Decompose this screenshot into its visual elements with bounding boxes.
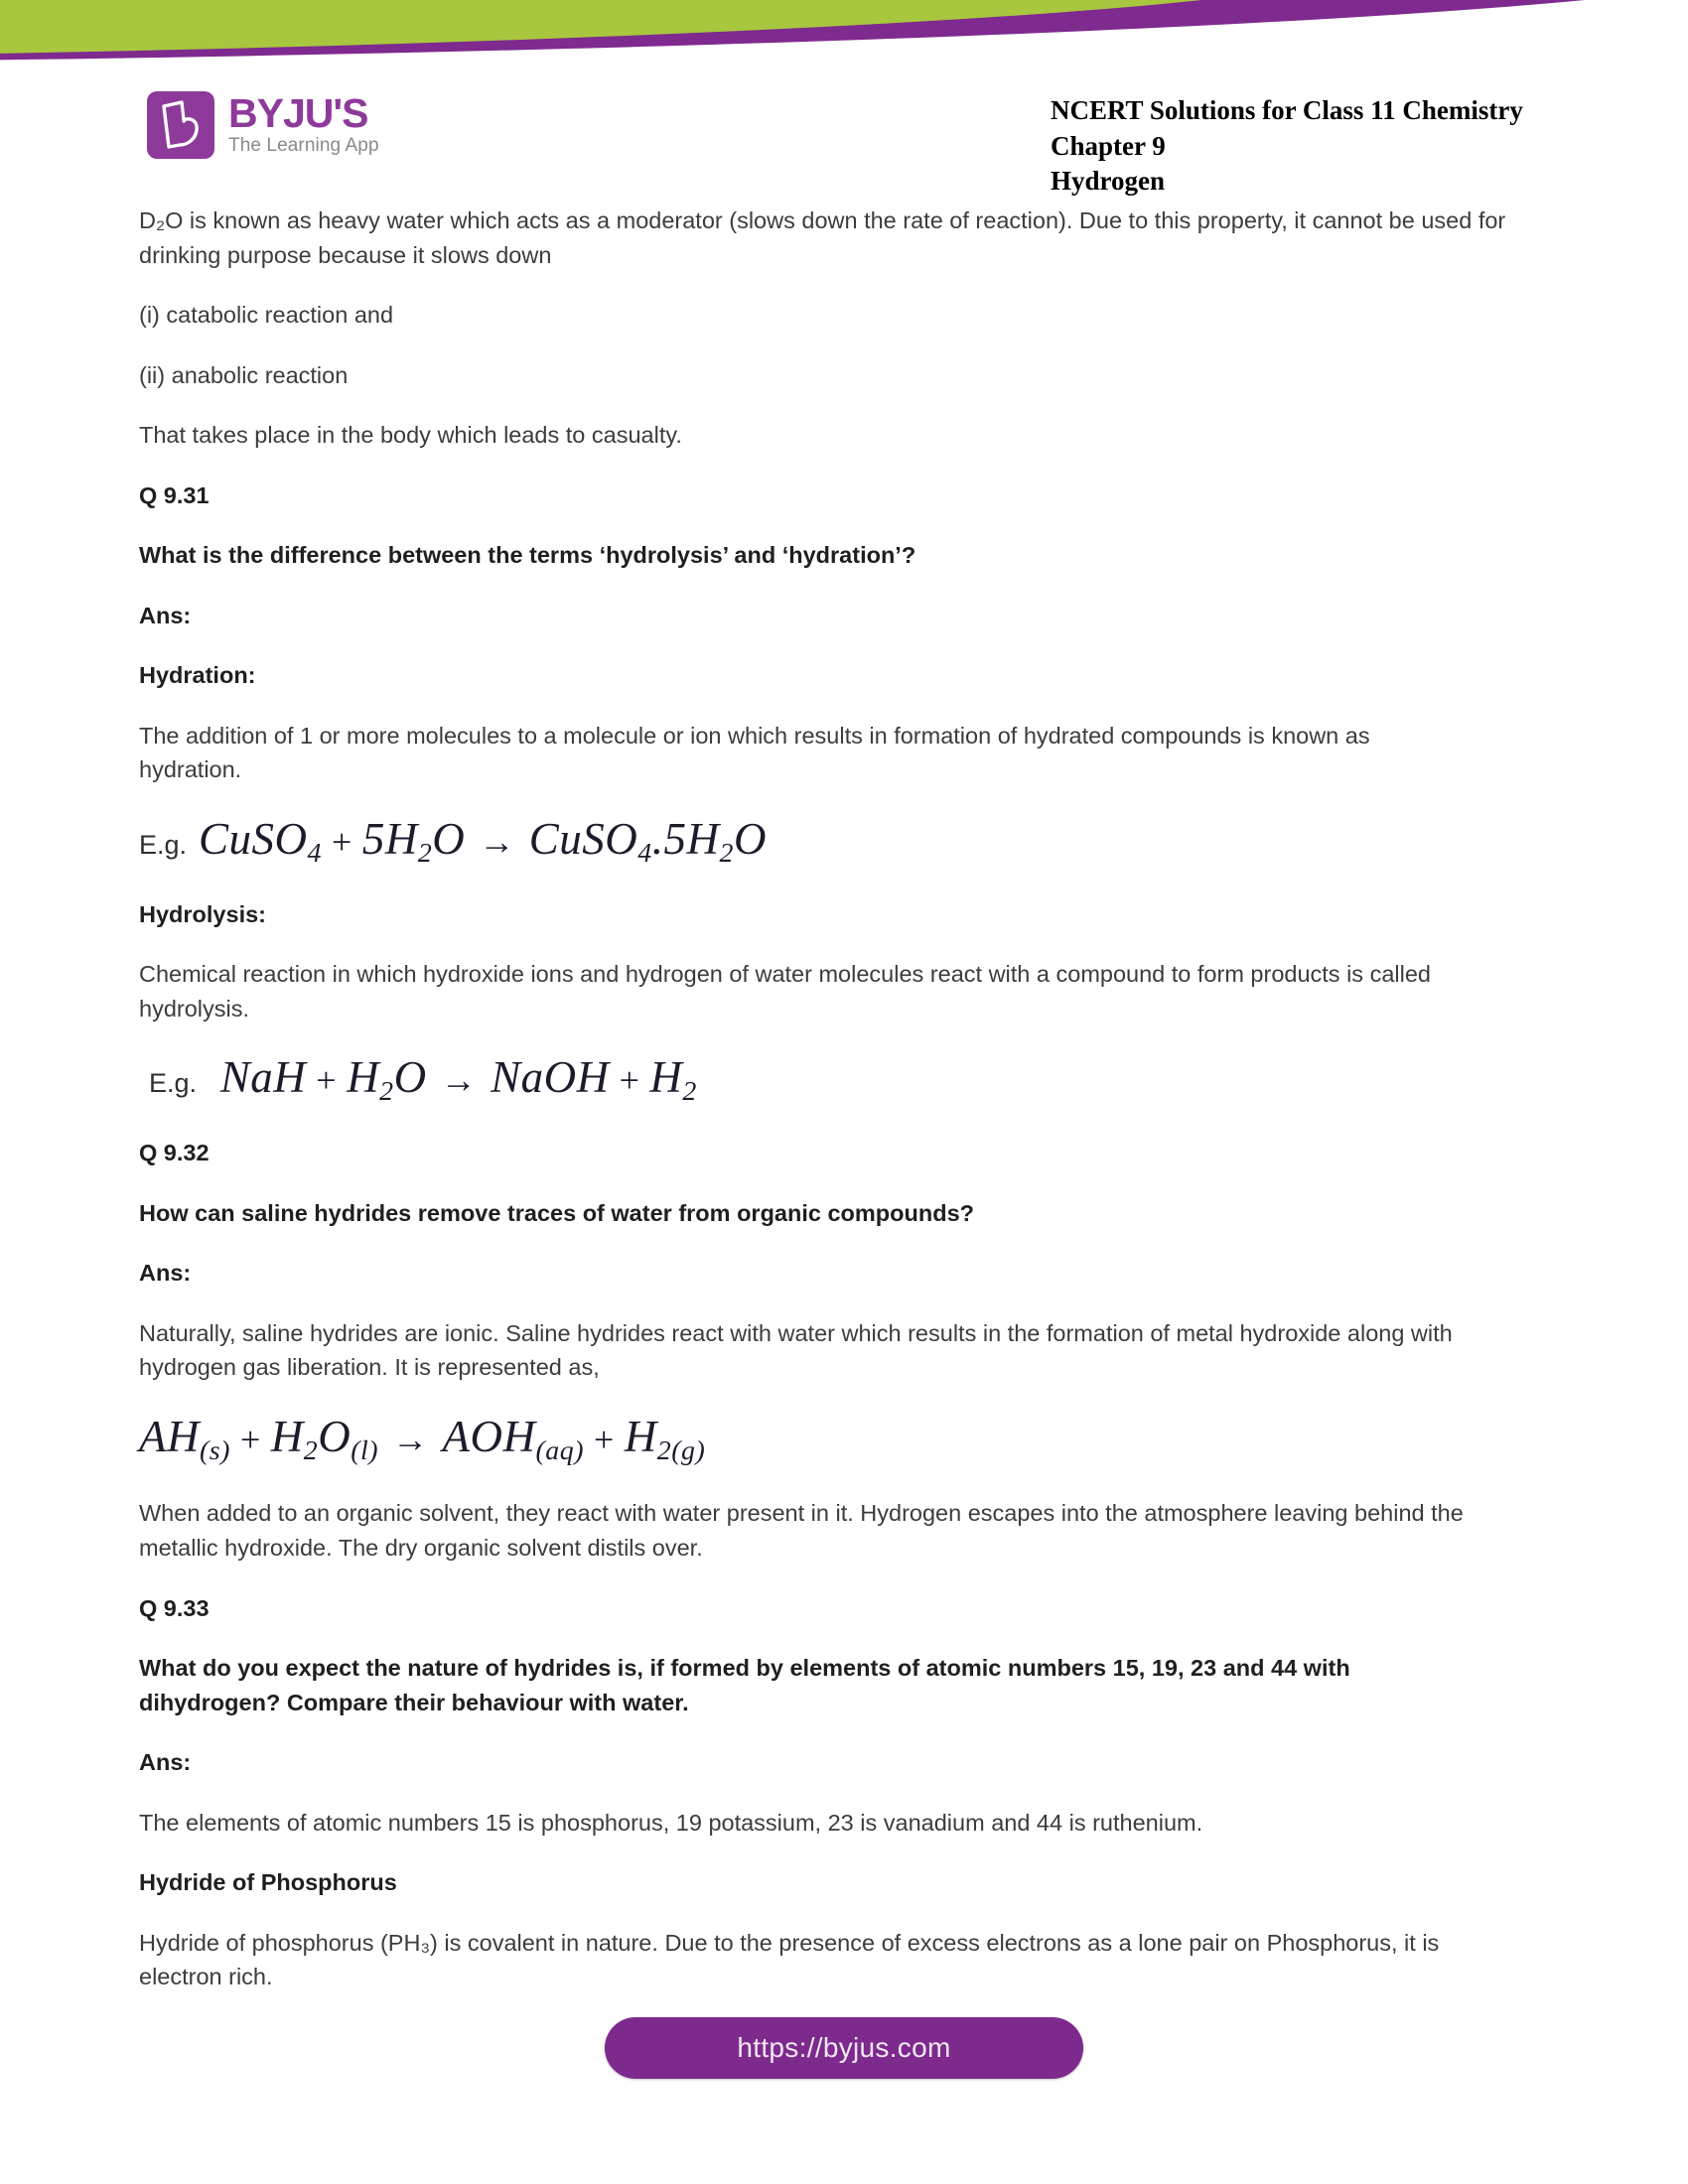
logo-tagline: The Learning App <box>228 135 379 157</box>
logo-wordmark: BYJU'S <box>228 90 368 136</box>
list-item: (i) catabolic reaction and <box>139 302 394 329</box>
saline-hydrides-description: Naturally, saline hydrides are ionic. Saline hydrides react with water which results in the formation of metal hydroxide along with hydrogen gas liberation. It is represented as, <box>139 1319 1453 1381</box>
byjus-url-label: https://byjus.com <box>737 2032 951 2063</box>
list-closing-text: That takes place in the body which leads to casualty. <box>139 422 682 449</box>
answer-label-933: Ans: <box>139 1749 192 1776</box>
equation-expression: AH(s) + H2O(l) → AOH(aq) + H2(g) <box>139 1411 706 1466</box>
question-number-933: Q 9.33 <box>139 1594 210 1621</box>
hydration-heading: Hydration: <box>139 662 256 689</box>
phosphorus-hydride-heading: Hydride of Phosphorus <box>139 1869 397 1896</box>
equation-expression: NaH + H2O → NaOH + H2 <box>209 1052 697 1108</box>
hydrolysis-description: Chemical reaction in which hydroxide ions and hydrogen of water molecules react with a compound to form products is called hydrolysis. <box>139 961 1431 1022</box>
logo-text-block <box>228 91 379 157</box>
atomic-numbers-description: The elements of atomic numbers 15 is phosphorus, 19 potassium, 23 is vanadium and 44 is ruthenium. <box>139 1809 1203 1836</box>
page-title-line-1: NCERT Solutions for Class 11 Chemistry Chapter 9 <box>1051 95 1523 161</box>
equation-eg-label: E.g. <box>139 829 188 860</box>
equation-eg-label: E.g. <box>149 1068 198 1099</box>
question-text-931: What is the difference between the terms ‘hydrolysis’ and ‘hydration’? <box>139 542 916 569</box>
question-text-932: How can saline hydrides remove traces of water from organic compounds? <box>139 1199 974 1226</box>
question-number-931: Q 9.31 <box>139 481 210 508</box>
hydrolysis-equation <box>149 1051 1554 1108</box>
document-content <box>139 204 1554 2020</box>
hydrolysis-heading: Hydrolysis: <box>139 900 266 927</box>
question-text-933: What do you expect the nature of hydrides is, if formed by elements of atomic numbers 15, 19, 23 and 44 with dihydrogen? Compare their behaviour with water. <box>139 1655 1350 1715</box>
byjus-url-button[interactable] <box>605 2017 1083 2079</box>
intro-paragraph: D₂O is known as heavy water which acts as a moderator (slows down the rate of reaction). Due to this property, it cannot be used for drinking purpose because it slows down <box>139 207 1506 268</box>
page-header <box>139 83 1559 197</box>
question-number-932: Q 9.32 <box>139 1140 210 1166</box>
phosphorus-hydride-description: Hydride of phosphorus (PH₃) is covalent in nature. Due to the presence of excess electrons as a lone pair on Phosphorus, it is electron rich. <box>139 1929 1440 1990</box>
byjus-logo[interactable] <box>147 91 379 159</box>
saline-hydride-equation <box>139 1411 1554 1467</box>
page-title <box>844 93 1559 200</box>
byjus-b-logo-icon <box>147 91 214 159</box>
hydration-description: The addition of 1 or more molecules to a molecule or ion which results in formation of hydrated compounds is known as hydration. <box>139 722 1370 783</box>
page-title-line-2: Hydrogen <box>1051 166 1166 197</box>
answer-label-932: Ans: <box>139 1260 192 1287</box>
hydration-equation <box>139 813 1554 870</box>
equation-expression: CuSO4 + 5H2O → CuSO4.5H2O <box>199 813 767 869</box>
saline-hydrides-followup: When added to an organic solvent, they react with water present in it. Hydrogen escapes into the atmosphere leaving behind the metallic hydroxide. The dry organic solvent distils over. <box>139 1500 1464 1562</box>
list-item: (ii) anabolic reaction <box>139 361 349 388</box>
byjus-b-glyph-icon <box>160 100 202 150</box>
answer-label-931: Ans: <box>139 602 192 628</box>
